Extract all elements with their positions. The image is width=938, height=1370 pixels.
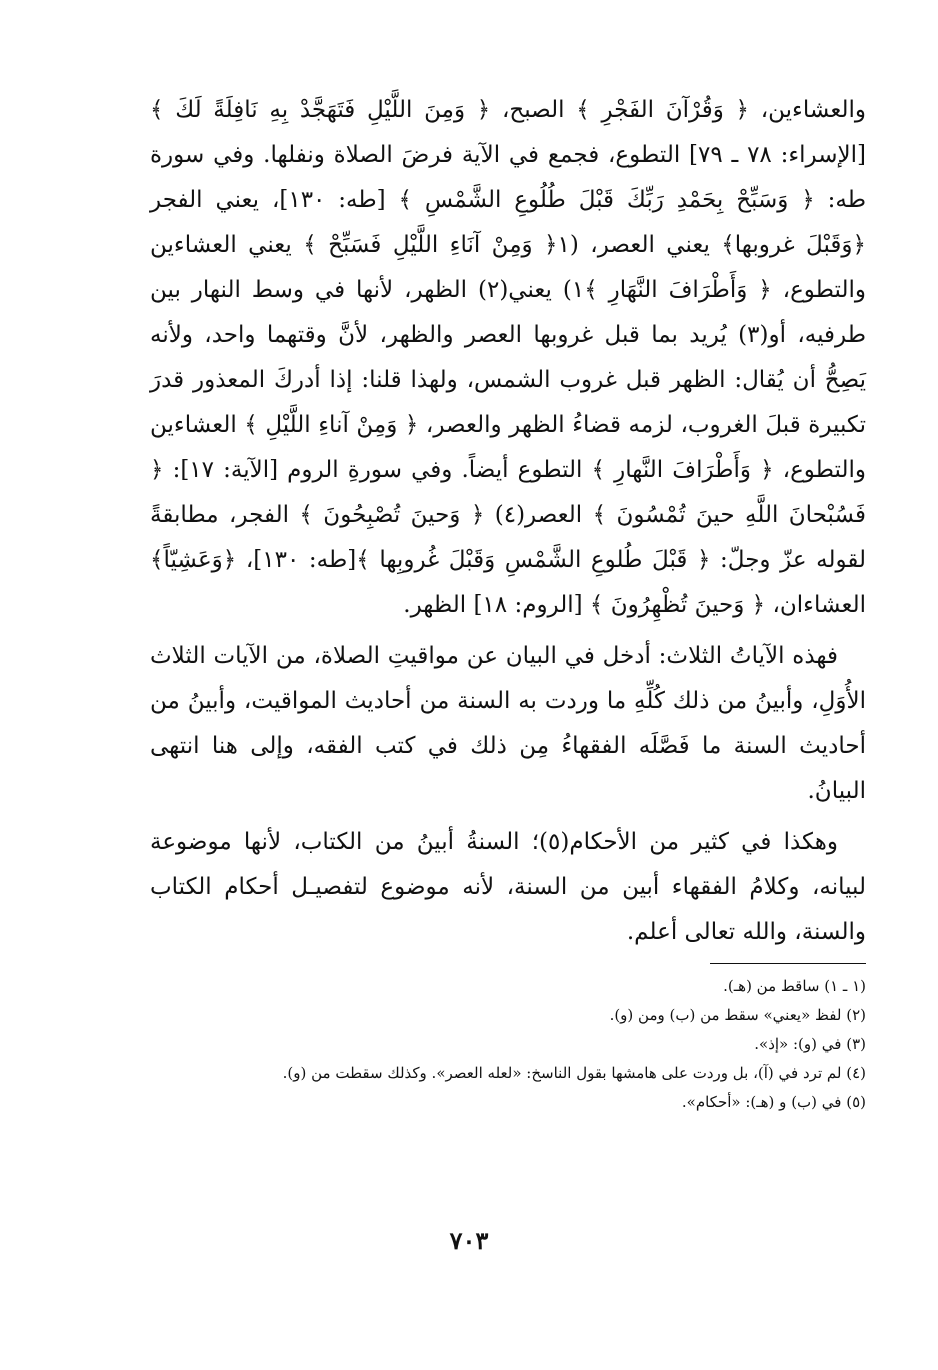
page-number: ٧٠٣ — [449, 1226, 489, 1255]
footnote-2: (٢) لفظ «يعني» سقط من (ب) ومن (و). — [609, 1006, 866, 1024]
footnote-5: (٥) في (ب) و (هـ): «أحكام». — [681, 1093, 866, 1111]
footnote-3: (٣) في (و): «إذ». — [754, 1035, 866, 1053]
footnotes — [150, 972, 866, 1117]
footnote-divider — [710, 963, 866, 964]
paragraph-1: والعشاءين، ﴿ وَقُرْآنَ الفَجْرِ ﴾ الصبح، ﴿ وَمِنَ اللَّيْلِ فَتَهَجَّدْ بِهِ نَافِلَةً لَكَ ﴾ [الإسراء: ٧٨ ـ ٧٩] التطوع، فجمع في الآية فرضَ الصلاة ونفلها. وفي سورة طه: ﴿ وَسَبِّحْ بِحَمْدِ رَبِّكَ قَبْلَ طُلُوعِ الشَّمْسِ ﴾ [طه: ١٣٠]، يعني الفجر ﴿وَقَبْلَ غروبها﴾ يعني العصر، (١﴿ وَمِنْ آنَاءِ اللَّيْلِ فَسَبِّحْ ﴾ يعني العشاءين والتطوع، ﴿ وَأَطْرَافَ النَّهَارِ ﴾١) يعني(٢) الظهر، لأنها في وسط النهار بين طرفيه، أو(٣) يُريد بما قبل غروبها العصر والظهر، لأنَّ وقتهما واحد، ولأنه يَصِحُّ أن يُقال: الظهر قبل غروب الشمس، ولهذا قلنا: إذا أدركَ المعذور قدرَ تكبيرة قبلَ الغروب، لزمه قضاءُ الظهر والعصر، ﴿ وَمِنْ آناءِ اللَّيْلِ ﴾ العشاءين والتطوع، ﴿ وَأَطْرَافَ النَّهارِ ﴾ التطوع أيضاً. وفي سورةِ الروم [الآية: ١٧]: ﴿ فَسُبْحانَ اللَّهِ حينَ تُمْسُونَ ﴾ العصر(٤) ﴿ وَحينَ تُصْبِحُونَ ﴾ الفجر، مطابقةً لقوله عزّ وجلّ: ﴿ قَبْلَ طُلوعِ الشَّمْسِ وَقَبْلَ غُروبِها ﴾[طه: ١٣٠]، ﴿وَعَشِيّاً﴾ العشاءان، ﴿ وَحينَ تُظْهِرُونَ ﴾ [الروم: ١٨] الظهر. — [150, 97, 867, 618]
footnote-4: (٤) لم ترد في (آ)، بل وردت على هامشها بقول الناسخ: «لعله العصر». وكذلك سقطت من (و). — [282, 1064, 866, 1082]
paragraph-2: فهذه الآياتُ الثلاث: أدخل في البيان عن مواقيتِ الصلاة، من الآيات الثلاث الأُوَلِ، وأبينُ من ذلك كُلِّهِ ما وردت به السنة من أحاديث المواقيت، وأبينُ من أحاديث السنة ما فَصَّلَه الفقهاءُ مِن ذلك في كتب الفقه، وإلى هنا انتهى البيانُ. — [150, 643, 866, 804]
body-text — [150, 88, 866, 955]
paragraph-3: وهكذا في كثير من الأحكام(٥)؛ السنةُ أبينُ من الكتاب، لأنها موضوعة لبيانه، وكلامُ الفقهاء أبين من السنة، لأنه موضوع لتفصيـل أحكام الكتاب والسنة، والله تعالى أعلم. — [150, 829, 866, 945]
footnote-1: (١ ـ ١) ساقط من (هـ). — [723, 977, 866, 995]
